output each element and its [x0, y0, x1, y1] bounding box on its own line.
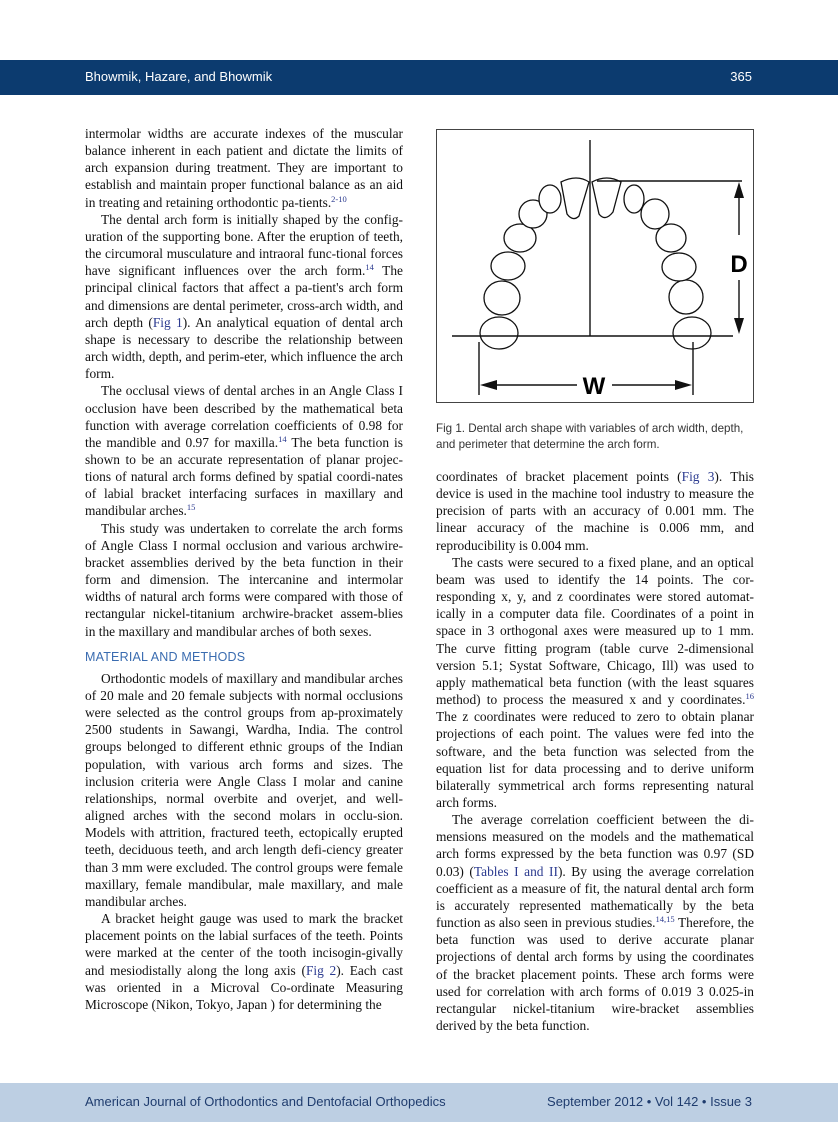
text-run: Orthodontic models of maxillary and mandibular arches of 20 male and 20 female subjects with normal occlusions were selected as the control groups from ap-proximately 2500 students in Sawangi, Wardha, India. The control groups belonged to different ethnic groups of the Indian population, with various arch forms and sizes. The inclusion criteria were Angle Class I molar and canine relationships, normal overbite and overjet, and well-aligned arches with the second molars in occlu-sion. Models with attrition, fractured teeth, ectopically erupted teeth, deciduous teeth, and arch length defi-ciency greater than 3 mm were excluded. The control groups were female maxillary, female mandibular, male maxillary, and male mandibular arches. [85, 670, 403, 909]
paragraph [436, 468, 754, 554]
running-header [0, 60, 838, 95]
citation-superscript[interactable]: 2-10 [331, 193, 347, 204]
paragraph [85, 670, 403, 910]
paragraph [85, 520, 403, 640]
text-run: ). Each cast was oriented in a Microval Co-ordinate Measuring Microscope (Nikon, Tokyo, Japan ) for determining the [85, 962, 404, 1012]
text-run: The beta function is shown to be an accurate representation of planar projec-tions of natural arch forms defined by spatial coordi-nates of labial bracket interfacing surfaces in maxillary and mandibular arches. [85, 434, 403, 519]
footer-journal: American Journal of Orthodontics and Dentofacial Orthopedics [85, 1094, 446, 1109]
paragraph [436, 554, 754, 811]
dental-arch-diagram [437, 130, 753, 402]
methods-text-continued [436, 468, 754, 1034]
citation-superscript[interactable]: 14 [365, 262, 374, 273]
paragraph [436, 811, 754, 1034]
text-run: The dental arch form is initially shaped by the config-uration of the supporting bone. After the eruption of teeth, the circumoral musculature and intraoral func-tional forces have significant influences over the arch form. [85, 211, 403, 279]
section-heading-material-methods: MATERIAL AND METHODS [85, 649, 246, 664]
citation-superscript[interactable]: 14 [278, 433, 287, 444]
citation-superscript[interactable]: 16 [745, 691, 754, 702]
depth-label: D [730, 251, 748, 278]
intro-text [85, 125, 403, 640]
right-column [436, 468, 754, 1034]
citation-superscript[interactable]: 15 [186, 502, 196, 513]
width-label: W [582, 373, 606, 400]
methods-text [85, 670, 403, 1013]
text-run: ). By using the average correlation coefficient as a measure of fit, the natural dental arch form is accurately represented mathematically by the beta function as also seen in previous studies. [436, 863, 755, 931]
paragraph [85, 211, 403, 383]
text-run: intermolar widths are accurate indexes of the muscular balance inherent in each patient and dictate the limits of arch expansion during treatment. They are important to establish and maintain proper functional balance as an aid in treating and retaining orthodontic pa-tients. [85, 126, 403, 210]
text-run: Therefore, the beta function was used to derive accurate planar projections of dental arch forms by using the coordinates of the bracket placement points. These arch forms were used for correlation with arch forms of 0.019 3 0.025-in rectangular nickel-titanium wire-bracket assemblies derived by the beta function. [436, 915, 754, 1033]
text-run: ). This device is used in the machine tool industry to measure the precision of parts with an accuracy of 0.001 mm. The linear accuracy of the machine is 0.006 mm, and reproducibility is 0.004 mm. [436, 469, 755, 553]
citation-superscript[interactable]: 14,15 [655, 914, 675, 925]
header-authors: Bhowmik, Hazare, and Bhowmik [85, 69, 273, 84]
figure-caption: Fig 1. Dental arch shape with variables of arch width, depth, and perimeter that determine the arch form. [436, 422, 744, 451]
figure-reference-link[interactable]: Fig 2 [305, 962, 337, 978]
paragraph [85, 382, 403, 519]
figure-reference-link[interactable]: Fig 3 [681, 469, 715, 484]
text-run: coordinates of bracket placement points ( [436, 469, 682, 484]
paragraph [85, 125, 403, 211]
figure-reference-link[interactable]: Tables I and II [473, 863, 558, 879]
running-footer [0, 1083, 838, 1122]
footer-issue: September 2012 • Vol 142 • Issue 3 [547, 1094, 752, 1109]
text-run: The occlusal views of dental arches in an Angle Class I occlusion have been described by the mathematical beta function with average correlation coefficients of 0.98 for the mandible and 0.97 for maxilla. [85, 383, 403, 450]
text-run: ). An analytical equation of dental arch shape is necessary to describe the relationship between arch width, depth, and perim-eter, which influence the arch form. [85, 314, 404, 382]
teeth [480, 178, 711, 349]
figure-reference-link[interactable]: Fig 1 [152, 314, 183, 330]
left-column [85, 125, 403, 1013]
figure-dental-arch [436, 129, 754, 403]
text-run: A bracket height gauge was used to mark the bracket placement points on the labial surfaces of the teeth. Points were marked at the center of the tooth incisogin-givally and mesiodistally along the long axis ( [85, 911, 403, 978]
text-run: The z coordinates were reduced to zero to obtain planar projections of each point. The values were fed into the software, and the beta function was selected from the equation list for data processing and to derive uniform bilaterally symmetrical arch forms representing natural arch forms. [436, 709, 754, 810]
text-run: The average correlation coefficient between the di-mensions measured on the models and the mathematical arch forms expressed by the beta function was 0.97 (SD 0.03) ( [436, 812, 754, 879]
text-run: This study was undertaken to correlate the arch forms of Angle Class I normal occlusion and various archwire-bracket assemblies derived by the beta function in their form and dimension. The intercanine and intermolar widths of natural arch forms were compared with those of rectangular nickel-titanium archwire-bracket assem-blies in the maxillary and mandibular arches of both sexes. [85, 520, 403, 639]
text-run: The principal clinical factors that affect a pa-tient's arch form and dimensions are dental perimeter, cross-arch width, and arch depth ( [85, 263, 403, 330]
text-run: The casts were secured to a fixed plane, and an optical beam was used to identify the 14 points. The cor-responding x, y, and z coordinates were stored automat-ically in a computer data file. Coordinates of a point in space in 3 orthogonal axes were measured up to 1 mm. The curve fitting program (table curve 2-dimensional version 5.1; Systat Software, Chicago, Ill) was used to apply mathematical beta function (with the least squares method) to process the measured x and y coordinates. [436, 554, 754, 708]
paragraph [85, 910, 403, 1013]
header-page-number: 365 [730, 69, 752, 84]
